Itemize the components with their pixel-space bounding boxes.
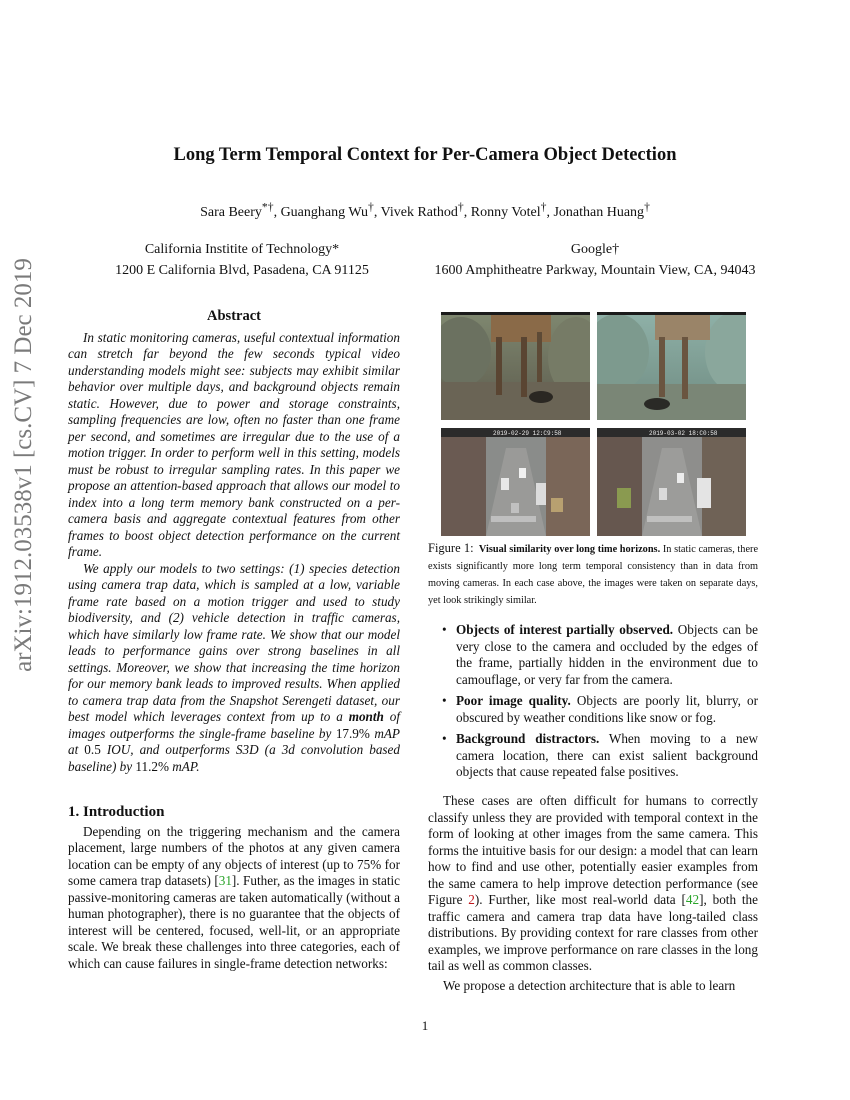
list-item: • Background distractors. When moving to a new camera location, there can exist salient background objects that cause repeated false positives. bbox=[428, 731, 758, 781]
affiliation-name: Google† bbox=[570, 242, 620, 257]
figure-1-caption bbox=[428, 540, 758, 609]
abstract-paragraph-2: We apply our models to two settings: (1) species detection using camera trap data, which is sampled at a low, variable frame rate based on a motion trigger and used to study biodiversity, and (2) vehicle detection in traffic cameras, which have similarly low frame rate. We show that our model leads to performance gains over strong baselines in all settings. Moreover, we show that increasing the time horizon for our memory bank leads to improved results. When applied to camera trap data from the Snapshot Serengeti dataset, our best model which leverages context from up to a month of images outperforms the single-frame baseline by 17.9% mAP at 0.5 IOU, and outperforms S3D (a 3d convolution based baseline) by 11.2% mAP. bbox=[68, 560, 400, 774]
abstract-section bbox=[68, 308, 400, 775]
timestamp-label: 2019-03-02 18:C0:58 bbox=[649, 430, 718, 437]
figure-caption-text: In static cameras, there exists significantly more long term temporal consistency than in data from moving cameras. In each case above, the images were taken on separate days, yet look strikingly similar. bbox=[428, 544, 759, 606]
abstract-paragraph-1: In static monitoring cameras, useful contextual information can stretch far beyond the few seconds typical video understanding models might see: subjects may exhibit similar behavior over multiple days, and background objects remain static. However, due to power and storage constraints, sampling frequencies are low, often no faster than one frame per second, and sometimes are irregular due to the use of a motion trigger. In order to perform well in this setting, models must be robust to irregular sampling rates. In this paper we propose an attention-based approach that allows our model to index into a long term memory bank constructed on a per-camera basis and aggregate contextual features from other frames to boost object detection performance on the current frame. bbox=[68, 329, 400, 559]
timestamp-label: 2019-02-29 12:C9:58 bbox=[493, 430, 562, 437]
figure-image-traffic-2 bbox=[597, 428, 746, 536]
figure-label: Figure 1: bbox=[428, 541, 474, 555]
citation-link[interactable]: 42 bbox=[685, 892, 700, 907]
arxiv-side-label: arXiv:1912.03538v1 [cs.CV] 7 Dec 2019 bbox=[10, 258, 37, 672]
abstract-heading: Abstract bbox=[207, 308, 261, 324]
citation-link[interactable]: 31 bbox=[218, 873, 232, 888]
list-item: • Objects of interest partially observed. Objects can be very close to the camera and occluded by the edges of the frame, partially hidden in the environment due to camouflage, or very far from the camera. bbox=[428, 622, 758, 688]
right-body-text bbox=[428, 793, 758, 994]
affiliation-caltech bbox=[82, 239, 402, 281]
affiliation-google bbox=[400, 239, 790, 281]
figure-1 bbox=[441, 312, 746, 532]
introduction-section bbox=[68, 804, 400, 972]
author: Jonathan Huang† bbox=[553, 200, 650, 220]
affiliation-address: 1200 E California Blvd, Pasadena, CA 91125 bbox=[115, 263, 369, 278]
author-list bbox=[0, 200, 850, 221]
author: Sara Beery*†, bbox=[200, 200, 281, 220]
figure-caption-title: Visual similarity over long time horizons. bbox=[478, 544, 661, 555]
author: Ronny Votel†, bbox=[470, 200, 554, 220]
introduction-heading: 1. Introduction bbox=[68, 804, 165, 820]
figure-image-traffic-1 bbox=[441, 428, 590, 536]
author: Guanghang Wu†, bbox=[280, 200, 381, 220]
figure-reference-link[interactable]: 2 bbox=[468, 892, 475, 907]
body-paragraph: We propose a detection architecture that is able to learn bbox=[443, 977, 736, 993]
affiliation-address: 1600 Amphitheatre Parkway, Mountain View, CA, 94043 bbox=[434, 263, 756, 278]
arxiv-side-label-wrap bbox=[4, 258, 44, 672]
body-paragraph: These cases are often difficult for humans to correctly classify unless they are provided with temporal context in the form of looking at other images from the same camera. This forms the intuitive basis for our design: a model that can learn how to find and use other, potentially easier examples from the same camera to help improve detection performance (see Figure 2). Further, like most real-world data [42], both the traffic camera and camera trap data have long-tailed class distributions. By providing context for rare classes from other examples, we improve performance on rare classes in the long tail as well as common classes. bbox=[428, 793, 758, 973]
author: Vivek Rathod†, bbox=[380, 200, 471, 220]
figure-image-camera-trap-2 bbox=[597, 312, 746, 420]
figure-image-camera-trap-1 bbox=[441, 312, 590, 420]
affiliation-name: California Institite of Technology* bbox=[144, 242, 340, 257]
list-item: • Poor image quality. Objects are poorly lit, blurry, or obscured by weather conditions like snow or fog. bbox=[428, 693, 758, 726]
paper-title: Long Term Temporal Context for Per-Camera Object Detection bbox=[173, 145, 677, 165]
challenge-list bbox=[428, 622, 758, 786]
page-number: 1 bbox=[421, 1018, 429, 1033]
introduction-paragraph: Depending on the triggering mechanism and the camera placement, large numbers of the photos at any given camera location can be empty of any objects of interest (up to 75% for some camera trap datasets) [31]. Futher, as the images in static passive-monitoring cameras are taken automatically (without a human photographer), there is no guarantee that the objects of interest will be centered, focused, well-lit, or an appropriate scale. We break these challenges into three categories, each of which can cause failures in single-frame detection networks: bbox=[68, 823, 400, 971]
